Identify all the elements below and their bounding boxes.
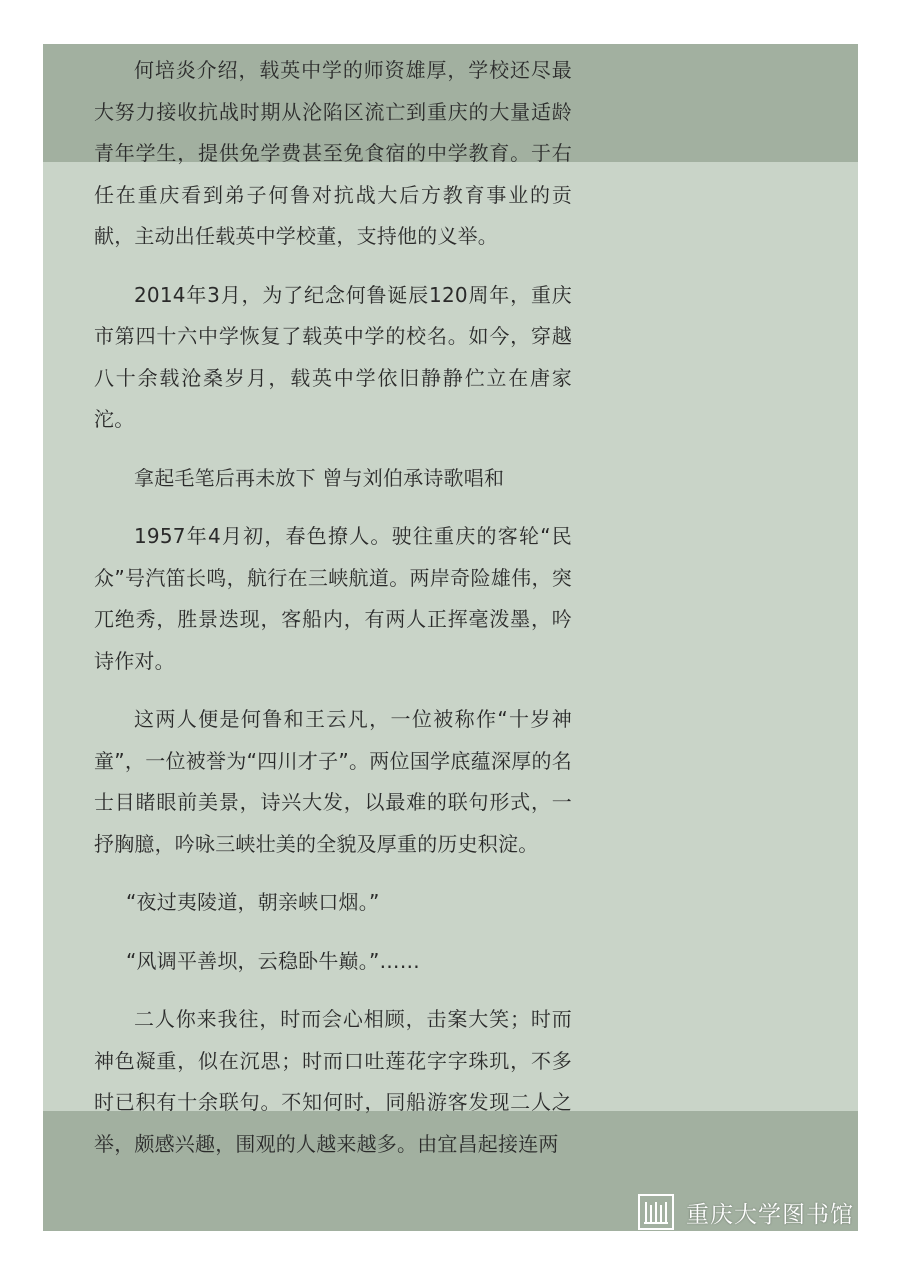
paragraph: 何培炎介绍，载英中学的师资雄厚，学校还尽最大努力接收抗战时期从沦陷区流亡到重庆的大量适龄青年学生，提供免学费甚至免食宿的中学教育。于右任在重庆看到弟子何鲁对抗战大后方教育事业的贡献，主动出任载英中学校董，支持他的义举。 xyxy=(94,58,572,248)
library-name: 重庆大学图书馆 xyxy=(686,1201,854,1228)
document-page xyxy=(43,44,858,1231)
section-heading: 拿起毛笔后再未放下 曾与刘伯承诗歌唱和 xyxy=(134,465,505,490)
poem-line: “夜过夷陵道，朝亲峡口烟。” xyxy=(126,890,380,914)
paragraph: 二人你来我往，时而会心相顾，击案大笑；时而神色凝重，似在沉思；时而口吐莲花字字珠玑，不多时已积有十余联句。不知何时，同船游客发现二人之举，颇感兴趣，围观的人越来越多。由宜昌起接连两 xyxy=(94,1007,572,1156)
article-body xyxy=(94,50,572,1182)
paragraph: 1957年4月初，春色撩人。驶往重庆的客轮“民众”号汽笛长鸣，航行在三峡航道。两岸奇险雄伟，突兀绝秀，胜景迭现，客船内，有两人正挥毫泼墨，吟诗作对。 xyxy=(94,524,572,673)
library-seal-icon xyxy=(638,1194,674,1230)
poem-line: “风调平善坝，云稳卧牛巅。”…… xyxy=(126,948,420,973)
paragraph: 这两人便是何鲁和王云凡，一位被称作“十岁神童”，一位被誉为“四川才子”。两位国学底蕴深厚的名士目睹眼前美景，诗兴大发，以最难的联句形式，一抒胸臆，吟咏三峡壮美的全貌及厚重的历史积淀。 xyxy=(94,707,572,856)
paragraph: 2014年3月，为了纪念何鲁诞辰120周年，重庆市第四十六中学恢复了载英中学的校名。如今，穿越八十余载沧桑岁月，载英中学依旧静静伫立在唐家沱。 xyxy=(94,282,572,431)
library-watermark xyxy=(638,1190,854,1234)
